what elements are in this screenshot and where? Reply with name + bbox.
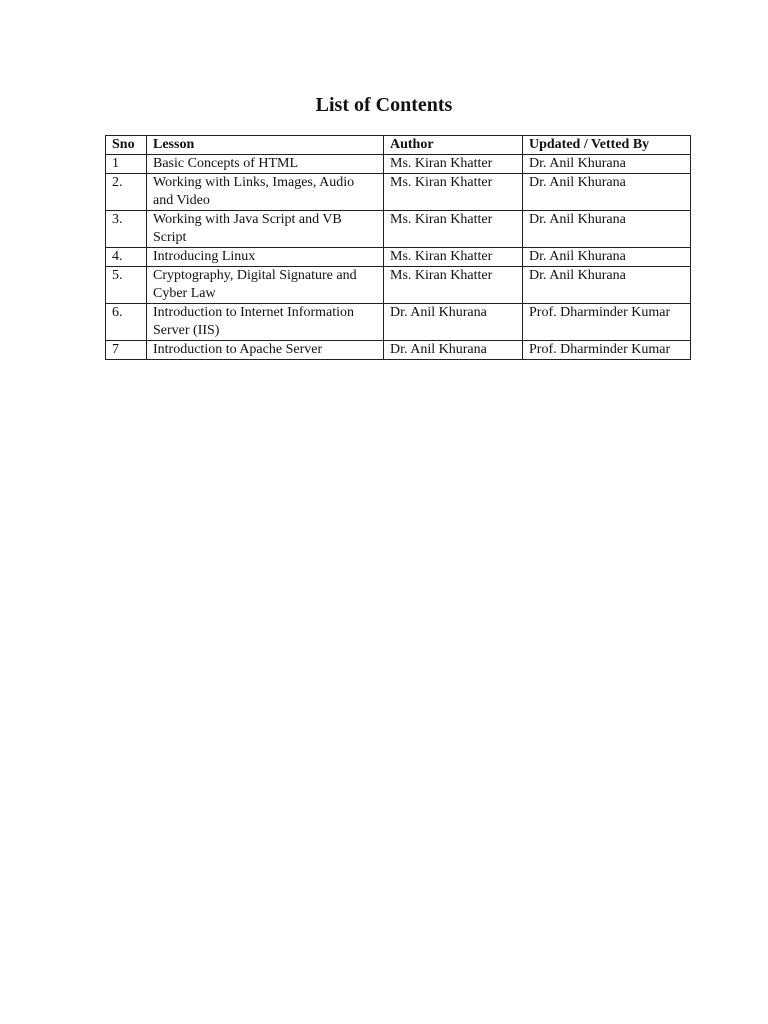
table-row bbox=[106, 267, 691, 304]
cell-sno: 2. bbox=[106, 174, 147, 211]
cell-author: Dr. Anil Khurana bbox=[384, 304, 523, 341]
table-row bbox=[106, 174, 691, 211]
table-row bbox=[106, 248, 691, 267]
cell-lesson: Working with Links, Images, Audio and Video bbox=[147, 174, 384, 211]
table-row bbox=[106, 211, 691, 248]
cell-sno: 4. bbox=[106, 248, 147, 267]
cell-vetted: Dr. Anil Khurana bbox=[523, 248, 691, 267]
cell-vetted: Dr. Anil Khurana bbox=[523, 267, 691, 304]
cell-author: Ms. Kiran Khatter bbox=[384, 211, 523, 248]
page-title: List of Contents bbox=[315, 94, 453, 116]
cell-lesson: Introducing Linux bbox=[147, 248, 384, 267]
cell-lesson: Introduction to Internet Information Server (IIS) bbox=[147, 304, 384, 341]
cell-vetted: Prof. Dharminder Kumar bbox=[523, 304, 691, 341]
cell-sno: 3. bbox=[106, 211, 147, 248]
cell-author: Ms. Kiran Khatter bbox=[384, 248, 523, 267]
cell-vetted: Prof. Dharminder Kumar bbox=[523, 341, 691, 360]
table-header-row bbox=[106, 136, 691, 155]
table-row bbox=[106, 341, 691, 360]
header-vetted: Updated / Vetted By bbox=[523, 136, 691, 155]
table-row bbox=[106, 304, 691, 341]
cell-author: Ms. Kiran Khatter bbox=[384, 267, 523, 304]
cell-sno: 7 bbox=[106, 341, 147, 360]
cell-vetted: Dr. Anil Khurana bbox=[523, 174, 691, 211]
cell-sno: 1 bbox=[106, 155, 147, 174]
cell-sno: 5. bbox=[106, 267, 147, 304]
cell-author: Ms. Kiran Khatter bbox=[384, 155, 523, 174]
cell-author: Ms. Kiran Khatter bbox=[384, 174, 523, 211]
header-lesson: Lesson bbox=[147, 136, 384, 155]
cell-lesson: Introduction to Apache Server bbox=[147, 341, 384, 360]
header-author: Author bbox=[384, 136, 523, 155]
cell-lesson: Working with Java Script and VB Script bbox=[147, 211, 384, 248]
contents-table bbox=[105, 135, 691, 360]
cell-lesson: Cryptography, Digital Signature and Cyber Law bbox=[147, 267, 384, 304]
header-sno: Sno bbox=[106, 136, 147, 155]
cell-lesson: Basic Concepts of HTML bbox=[147, 155, 384, 174]
cell-sno: 6. bbox=[106, 304, 147, 341]
cell-vetted: Dr. Anil Khurana bbox=[523, 155, 691, 174]
table-row bbox=[106, 155, 691, 174]
cell-vetted: Dr. Anil Khurana bbox=[523, 211, 691, 248]
cell-author: Dr. Anil Khurana bbox=[384, 341, 523, 360]
